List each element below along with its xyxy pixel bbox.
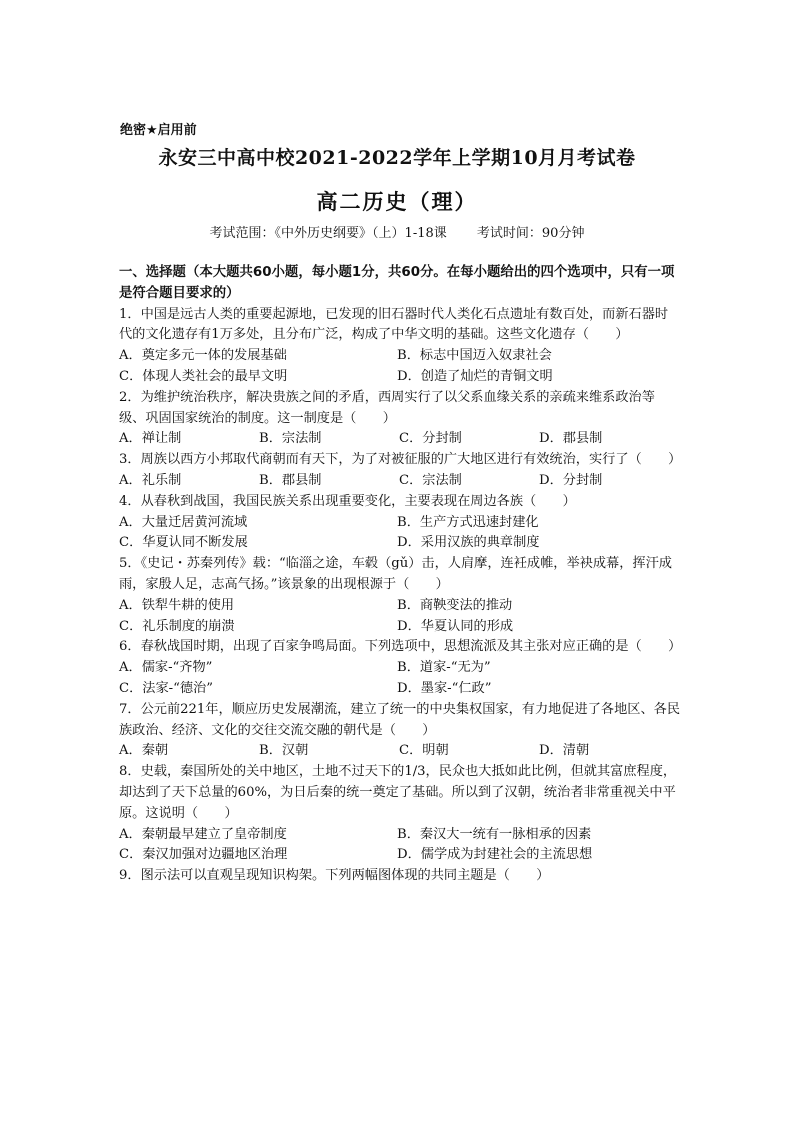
option-c: C．法家-“德治” bbox=[119, 680, 213, 696]
question-stem: 5．《史记・苏秦列传》载：“临淄之途，车毂（gǔ）击，人肩摩，连衽成帷，举袂成幕，挥汗成雨，家殷人足，志高气扬。”该景象的出现根源于（ ） bbox=[119, 556, 672, 592]
option-list bbox=[119, 596, 681, 638]
option-a: A．大量迁居黄河流域 bbox=[119, 514, 248, 530]
exam-scope: 考试范围：《中外历史纲要》（上）1-18课 bbox=[209, 226, 447, 241]
option-a: A．秦朝 bbox=[119, 743, 169, 759]
option-d: D．清朝 bbox=[539, 743, 590, 759]
question-stem: 2．为维护统治秩序，解决贵族之间的矛盾，西周实行了以父系血缘关系的亲疏来维系政治等级、巩固国家统治的制度。这一制度是（ ） bbox=[119, 389, 655, 426]
option-b: B．生产方式迅速封建化 bbox=[397, 514, 539, 530]
option-a: A．奠定多元一体的发展基础 bbox=[119, 348, 287, 364]
option-a: A．铁犁牛耕的使用 bbox=[119, 597, 235, 613]
option-list bbox=[119, 429, 681, 450]
question-2 bbox=[119, 388, 681, 450]
option-b: B．商鞅变法的推动 bbox=[397, 597, 513, 613]
question-stem: 4．从春秋到战国，我国民族关系出现重要变化，主要表现在周边各族（ ） bbox=[119, 493, 576, 509]
option-d: D．创造了灿烂的青铜文明 bbox=[397, 368, 553, 384]
confidential-mark: 绝密★启用前 bbox=[120, 123, 197, 138]
option-b: B．郡县制 bbox=[259, 472, 322, 488]
question-8 bbox=[119, 762, 681, 866]
option-list bbox=[119, 513, 681, 555]
option-a: A．禅让制 bbox=[119, 431, 182, 447]
exam-subtitle: 高二历史（理） bbox=[316, 189, 478, 214]
section-heading: 一、选择题（本大题共60小题，每小题1分，共60分。在每小题给出的四个选项中，只有一项是符合题目要求的） bbox=[119, 265, 675, 301]
option-c: C．华夏认同不断发展 bbox=[119, 535, 248, 551]
option-b: B．汉朝 bbox=[259, 743, 309, 759]
question-stem: 3．周族以西方小邦取代商朝而有天下，为了对被征服的广大地区进行有效统治，实行了（ ） bbox=[119, 452, 682, 468]
exam-time: 考试时间：90分钟 bbox=[476, 226, 585, 241]
question-5 bbox=[119, 554, 681, 637]
option-c: C．分封制 bbox=[399, 431, 462, 447]
option-c: C．秦汉加强对边疆地区治理 bbox=[119, 847, 288, 863]
option-d: D．墨家-“仁政” bbox=[397, 680, 492, 696]
option-b: B．道家-“无为” bbox=[397, 660, 491, 676]
option-c: C．宗法制 bbox=[399, 472, 462, 488]
option-b: B．宗法制 bbox=[259, 431, 322, 447]
question-4 bbox=[119, 492, 681, 554]
exam-title: 永安三中高中校2021-2022学年上学期10月月考试卷 bbox=[158, 147, 636, 169]
option-list bbox=[119, 658, 681, 700]
question-3 bbox=[119, 450, 681, 492]
option-a: A．儒家-“齐物” bbox=[119, 660, 213, 676]
question-7 bbox=[119, 700, 681, 762]
exam-meta bbox=[0, 222, 794, 241]
question-stem: 6．春秋战国时期，出现了百家争鸣局面。下列选项中，思想流派及其主张对应正确的是（ ） bbox=[119, 639, 682, 655]
option-a: A．秦朝最早建立了皇帝制度 bbox=[119, 826, 287, 842]
question-6 bbox=[119, 637, 681, 699]
option-d: D．华夏认同的形成 bbox=[397, 618, 514, 634]
option-d: D．采用汉族的典章制度 bbox=[397, 535, 540, 551]
question-1 bbox=[119, 305, 681, 388]
option-a: A．礼乐制 bbox=[119, 472, 182, 488]
question-stem: 1．中国是远古人类的重要起源地，已发现的旧石器时代人类化石点遗址有数百处，而新石器时代的文化遗存有1万多处，且分布广泛，构成了中华文明的基础。这些文化遗存（ ） bbox=[119, 306, 669, 343]
option-c: C．明朝 bbox=[399, 743, 449, 759]
question-stem: 9．图示法可以直观呈现知识构架。下列两幅图体现的共同主题是（ ） bbox=[119, 868, 550, 884]
option-b: B．秦汉大一统有一脉相承的因素 bbox=[397, 826, 592, 842]
option-d: D．郡县制 bbox=[539, 431, 603, 447]
question-stem: 7．公元前221年，顺应历史发展潮流，建立了统一的中央集权国家，有力地促进了各地区、各民族政治、经济、文化的交往交流交融的朝代是（ ） bbox=[119, 701, 681, 738]
option-d: D．分封制 bbox=[539, 472, 603, 488]
option-list bbox=[119, 471, 681, 492]
option-b: B．标志中国迈入奴隶社会 bbox=[397, 348, 552, 364]
question-stem: 8．史载，秦国所处的关中地区，土地不过天下的1/3，民众也大抵如此比例，但就其富庶程度，却达到了天下总量的60%，为日后秦的统一奠定了基础。所以到了汉朝，统治者非常重视关中平原。这说明（ ） bbox=[119, 764, 677, 821]
option-d: D．儒学成为封建社会的主流思想 bbox=[397, 847, 593, 863]
option-list bbox=[119, 346, 681, 388]
question-area bbox=[119, 263, 681, 887]
option-list bbox=[119, 741, 681, 762]
option-c: C．体现人类社会的最早文明 bbox=[119, 368, 288, 384]
question-9 bbox=[119, 866, 681, 887]
option-list bbox=[119, 825, 681, 867]
option-c: C．礼乐制度的崩溃 bbox=[119, 618, 235, 634]
